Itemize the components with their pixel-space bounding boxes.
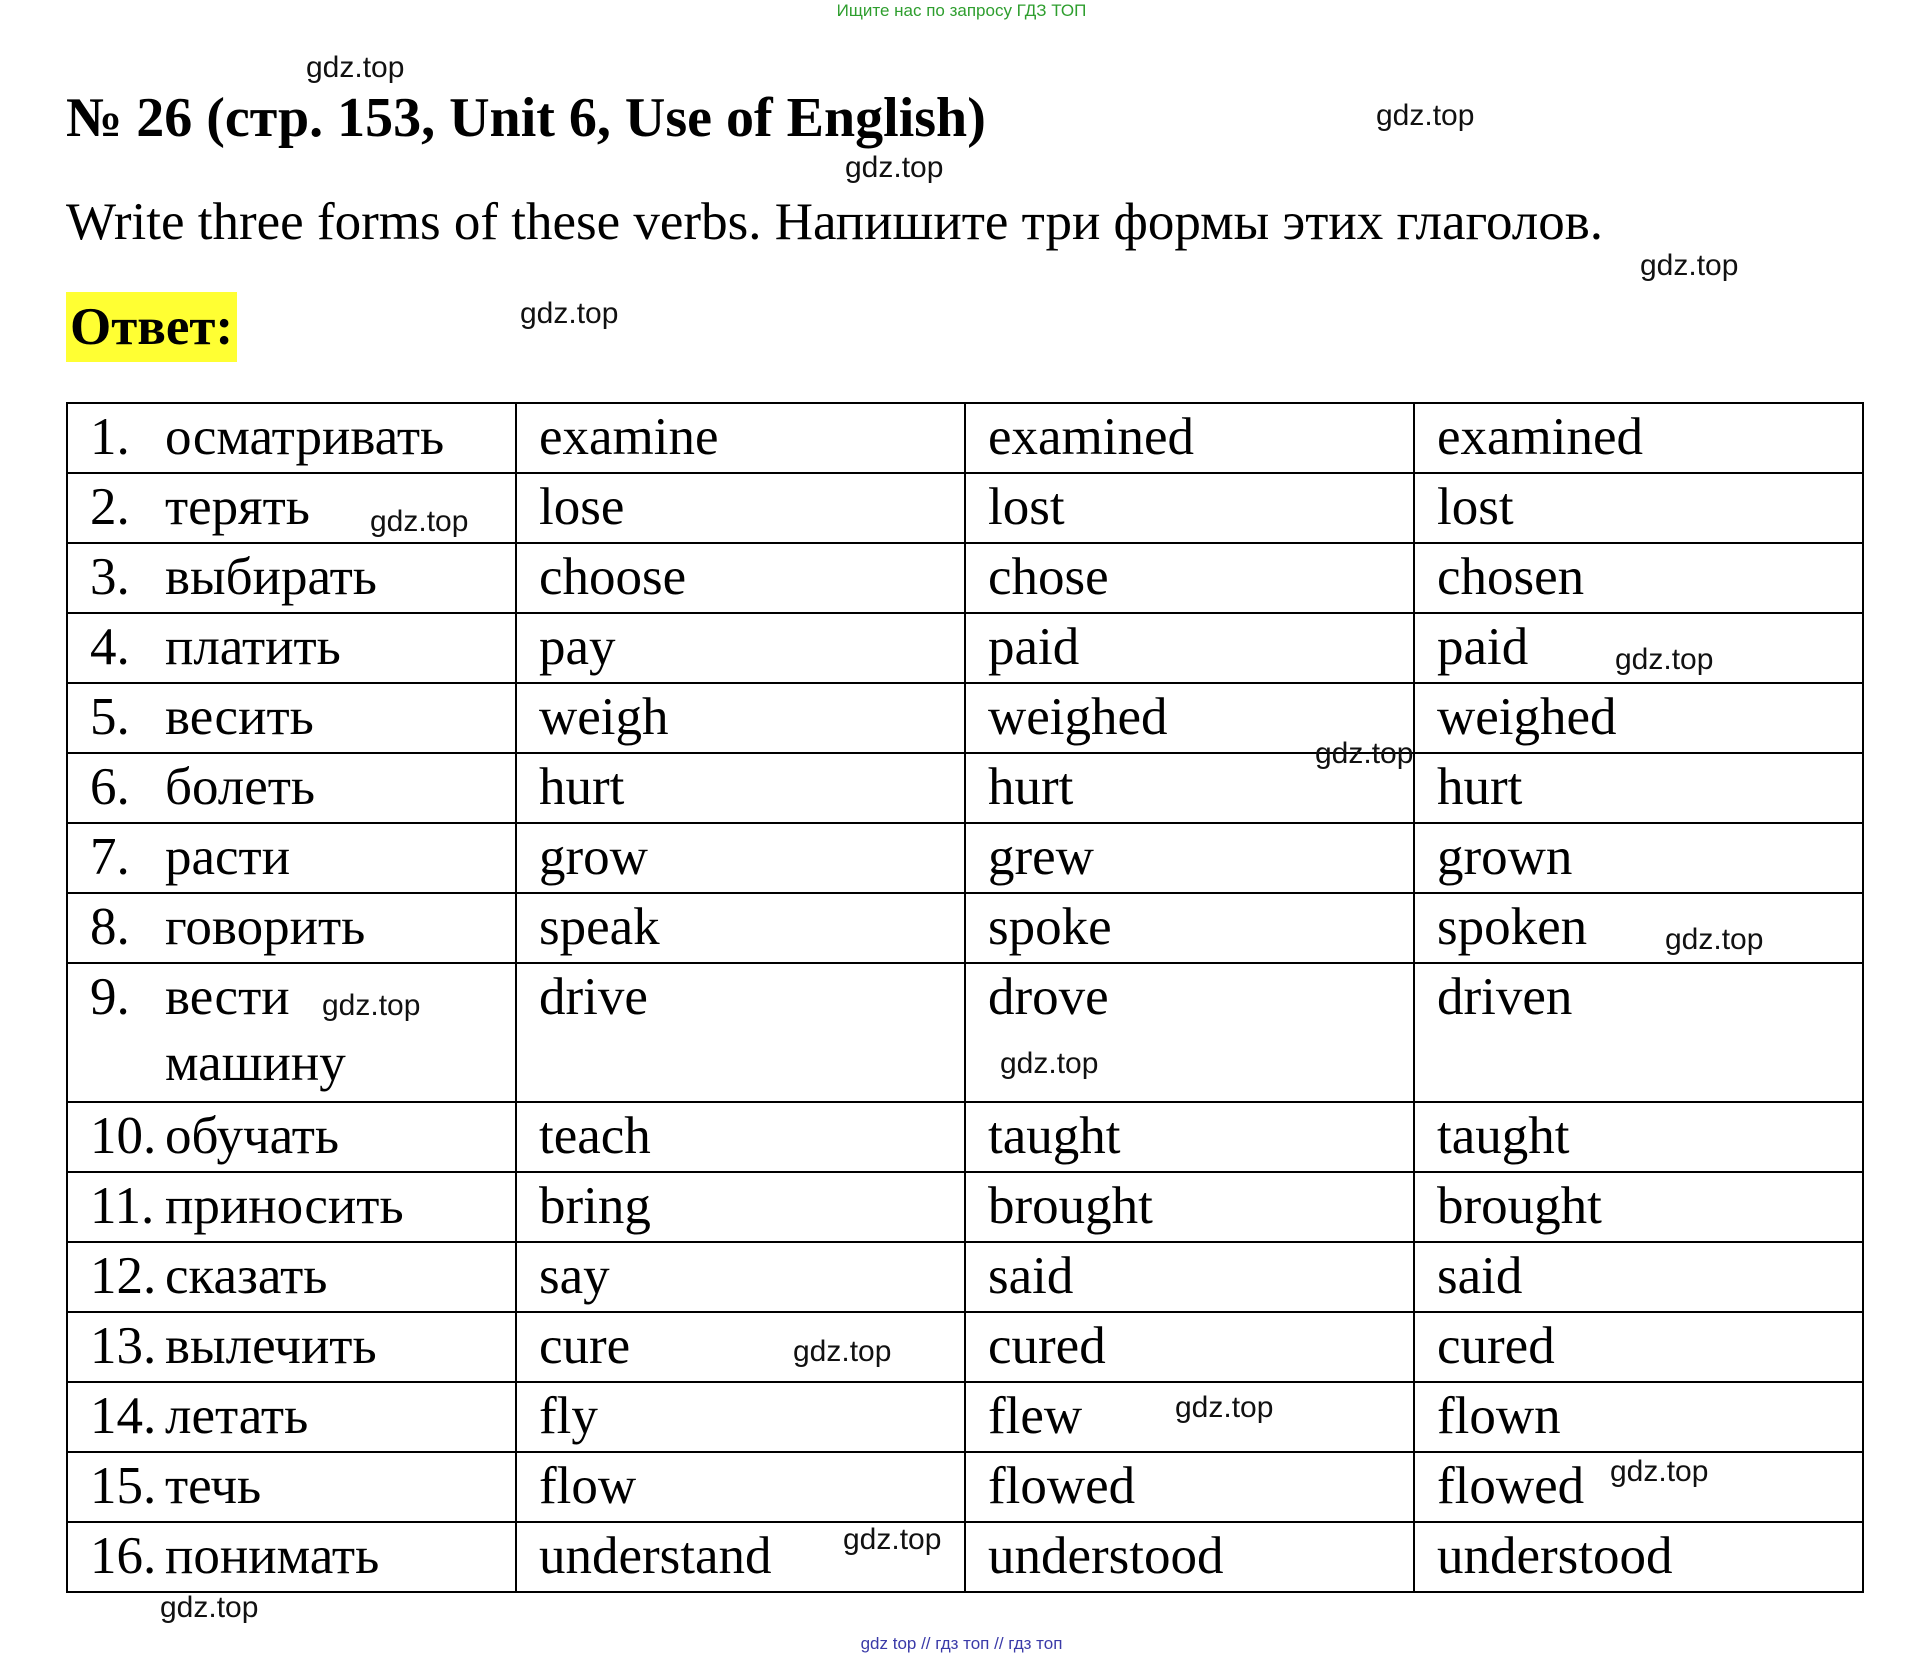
russian-verb-cell: [67, 823, 516, 893]
footer-links: gdz top // гдз топ // гдз топ: [860, 1634, 1063, 1653]
participle-form-cell: flown: [1414, 1382, 1863, 1452]
participle-form-cell: taught: [1414, 1102, 1863, 1172]
row-number: 9.: [90, 968, 130, 1026]
task-text: Write three forms of these verbs. Напишите три формы этих глаголов.: [66, 193, 1603, 251]
base-form-cell: cure: [516, 1312, 965, 1382]
past-form-cell: said: [965, 1242, 1414, 1312]
base-form-cell: teach: [516, 1102, 965, 1172]
russian-verb-cell: [67, 1312, 516, 1382]
table-row: [67, 1312, 1863, 1382]
row-number: 5.: [90, 688, 130, 746]
answer-label: Ответ:: [66, 292, 237, 362]
participle-form-cell: paid: [1414, 613, 1863, 683]
russian-verb-cell: [67, 543, 516, 613]
russian-verb-cell: [67, 1172, 516, 1242]
table-row: [67, 963, 1863, 1102]
watermark: gdz.top: [845, 151, 944, 184]
watermark: gdz.top: [1665, 923, 1764, 956]
top-banner: Ищите нас по запросу ГДЗ ТОП: [836, 1, 1087, 20]
participle-form-cell: said: [1414, 1242, 1863, 1312]
table-row: [67, 823, 1863, 893]
russian-verb: вылечить: [165, 1317, 377, 1375]
past-form-cell: chose: [965, 543, 1414, 613]
russian-verb-cell: [67, 403, 516, 473]
watermark: gdz.top: [1315, 737, 1414, 770]
base-form-cell: flow: [516, 1452, 965, 1522]
watermark: gdz.top: [160, 1591, 259, 1624]
row-number: 15.: [90, 1457, 157, 1515]
table-row: [67, 1522, 1863, 1592]
past-form-cell: brought: [965, 1172, 1414, 1242]
base-form-cell: speak: [516, 893, 965, 963]
past-form-cell: hurt: [965, 753, 1414, 823]
russian-verb-cell: [67, 1382, 516, 1452]
row-number: 13.: [90, 1317, 157, 1375]
table-row: [67, 753, 1863, 823]
russian-verb: весить: [165, 688, 314, 746]
russian-verb-cell: [67, 1452, 516, 1522]
participle-form-cell: chosen: [1414, 543, 1863, 613]
russian-verb-cell: [67, 893, 516, 963]
past-form-cell: flowed: [965, 1452, 1414, 1522]
table-row: [67, 1382, 1863, 1452]
participle-form-cell: driven: [1414, 963, 1863, 1102]
russian-verb-cell: [67, 1102, 516, 1172]
participle-form-cell: cured: [1414, 1312, 1863, 1382]
base-form-cell: lose: [516, 473, 965, 543]
watermark: gdz.top: [1610, 1455, 1709, 1488]
table-row: [67, 403, 1863, 473]
table-row: [67, 683, 1863, 753]
row-number: 7.: [90, 828, 130, 886]
table-row: [67, 1102, 1863, 1172]
base-form-cell: weigh: [516, 683, 965, 753]
past-form-cell: grew: [965, 823, 1414, 893]
past-form-cell: weighed: [965, 683, 1414, 753]
row-number: 10.: [90, 1107, 157, 1165]
russian-verb: понимать: [165, 1527, 380, 1585]
table-row: [67, 543, 1863, 613]
base-form-cell: say: [516, 1242, 965, 1312]
participle-form-cell: spoken: [1414, 893, 1863, 963]
russian-verb-cell: [67, 1242, 516, 1312]
past-form-cell: spoke: [965, 893, 1414, 963]
russian-verb-cell: [67, 613, 516, 683]
base-form-cell: choose: [516, 543, 965, 613]
table-row: [67, 1172, 1863, 1242]
russian-verb: терять: [165, 478, 310, 536]
watermark: gdz.top: [306, 51, 405, 84]
base-form-cell: drive: [516, 963, 965, 1102]
watermark: gdz.top: [843, 1523, 942, 1556]
watermark: gdz.top: [1175, 1391, 1274, 1424]
participle-form-cell: examined: [1414, 403, 1863, 473]
base-form-cell: examine: [516, 403, 965, 473]
russian-verb: сказать: [165, 1247, 328, 1305]
russian-verb-cell: [67, 753, 516, 823]
participle-form-cell: grown: [1414, 823, 1863, 893]
row-number: 11.: [90, 1177, 155, 1235]
row-number: 12.: [90, 1247, 157, 1305]
page-title: № 26 (стр. 153, Unit 6, Use of English): [66, 87, 986, 149]
past-form-cell: lost: [965, 473, 1414, 543]
past-form-cell: understood: [965, 1522, 1414, 1592]
row-number: 1.: [90, 408, 130, 466]
russian-verb: обучать: [165, 1107, 340, 1165]
row-number: 16.: [90, 1527, 157, 1585]
participle-form-cell: hurt: [1414, 753, 1863, 823]
russian-verb: платить: [165, 618, 341, 676]
row-number: 14.: [90, 1387, 157, 1445]
russian-verb-continued: машину: [165, 1034, 346, 1092]
russian-verb: говорить: [165, 898, 366, 956]
watermark: gdz.top: [520, 297, 619, 330]
participle-form-cell: flowed: [1414, 1452, 1863, 1522]
participle-form-cell: brought: [1414, 1172, 1863, 1242]
base-form-cell: understand: [516, 1522, 965, 1592]
table-row: [67, 473, 1863, 543]
watermark: gdz.top: [1376, 99, 1475, 132]
past-form-cell: flew: [965, 1382, 1414, 1452]
watermark: gdz.top: [322, 989, 421, 1022]
participle-form-cell: lost: [1414, 473, 1863, 543]
base-form-cell: grow: [516, 823, 965, 893]
russian-verb: вести: [165, 968, 290, 1026]
russian-verb-cell: [67, 683, 516, 753]
russian-verb: болеть: [165, 758, 316, 816]
watermark: gdz.top: [1640, 249, 1739, 282]
russian-verb: выбирать: [165, 548, 377, 606]
table-row: [67, 1452, 1863, 1522]
past-form-cell: paid: [965, 613, 1414, 683]
base-form-cell: pay: [516, 613, 965, 683]
russian-verb: летать: [165, 1387, 309, 1445]
base-form-cell: hurt: [516, 753, 965, 823]
base-form-cell: bring: [516, 1172, 965, 1242]
row-number: 2.: [90, 478, 130, 536]
past-form-cell: cured: [965, 1312, 1414, 1382]
watermark: gdz.top: [1615, 643, 1714, 676]
table-row: [67, 1242, 1863, 1312]
watermark: gdz.top: [793, 1335, 892, 1368]
row-number: 3.: [90, 548, 130, 606]
watermark: gdz.top: [1000, 1047, 1099, 1080]
russian-verb-cell: [67, 963, 516, 1102]
row-number: 6.: [90, 758, 130, 816]
past-form-cell: examined: [965, 403, 1414, 473]
russian-verb: приносить: [165, 1177, 404, 1235]
past-form-cell: drove: [965, 963, 1414, 1102]
row-number: 4.: [90, 618, 130, 676]
table-row: [67, 613, 1863, 683]
russian-verb: расти: [165, 828, 291, 886]
participle-form-cell: understood: [1414, 1522, 1863, 1592]
past-form-cell: taught: [965, 1102, 1414, 1172]
russian-verb: осматривать: [165, 408, 445, 466]
watermark: gdz.top: [370, 505, 469, 538]
participle-form-cell: weighed: [1414, 683, 1863, 753]
table-row: [67, 893, 1863, 963]
row-number: 8.: [90, 898, 130, 956]
russian-verb-cell: [67, 1522, 516, 1592]
russian-verb: течь: [165, 1457, 262, 1515]
base-form-cell: fly: [516, 1382, 965, 1452]
